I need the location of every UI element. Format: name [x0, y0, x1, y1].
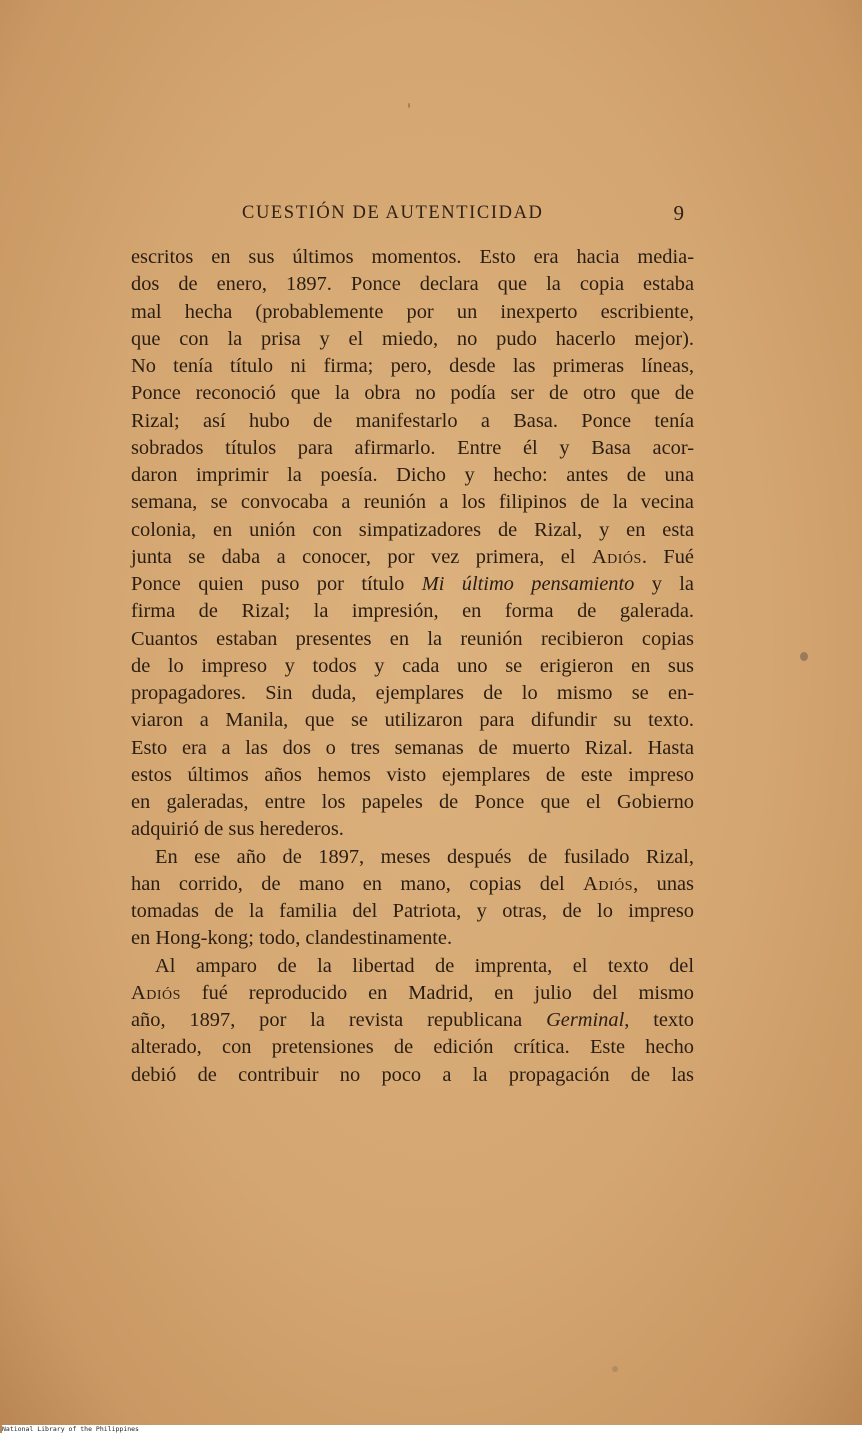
text-line: sobrados títulos para afirmarlo. Entre él y Basa acor- [131, 436, 694, 459]
text-line: en galeradas, entre los papeles de Ponce que el Gobierno [131, 791, 694, 813]
text-line: Cuantos estaban presentes en la reunión recibieron copias [131, 627, 694, 650]
text-line: firma de Rizal; la impresión, en forma de galerada. [131, 600, 694, 623]
text-line: de lo impreso y todos y cada uno se erigieron en sus [131, 654, 694, 677]
text-line: alterado, con pretensiones de edición crítica. Este hecho [131, 1036, 694, 1059]
text-line-with-title [131, 571, 694, 598]
text-line: colonia, en unión con simpatizadores de Rizal, y en esta [131, 518, 694, 541]
text-line: escritos en sus últimos momentos. Esto era hacia media- [131, 246, 694, 268]
paragraph-1 [131, 244, 694, 844]
text-line: semana, se convocaba a reunión a los filipinos de la vecina [131, 491, 694, 514]
page-number: 9 [673, 201, 684, 225]
text-fragment: han corrido, de mano en mano, copias del [131, 872, 565, 895]
text-line: estos últimos años hemos visto ejemplares de este impreso [131, 763, 694, 786]
body-text [131, 244, 694, 1089]
text-line: Rizal; así hubo de manifestarlo a Basa. Ponce tenía [131, 409, 694, 432]
text-line-with-adios [131, 871, 694, 898]
paper-speck [612, 1366, 618, 1372]
text-line: en Hong-kong; todo, clandestinamente. [131, 927, 453, 950]
text-fragment: , unas [633, 872, 694, 895]
text-line: Ponce reconoció que la obra no podía ser de otro que de [131, 382, 694, 405]
poem-title: Mi último pensamiento [421, 573, 635, 595]
footer-credit: National Library of the Philippines [2, 1425, 862, 1433]
text-line: Al amparo de la libertad de imprenta, el texto del [155, 954, 694, 977]
text-line: daron imprimir la poesía. Dicho y hecho: antes de una [131, 464, 694, 486]
text-line: que con la prisa y el miedo, no pudo hacerlo mejor). [131, 327, 694, 350]
text-fragment: . Fué [641, 545, 694, 568]
text-line: En ese año de 1897, meses después de fusilado Rizal, [155, 845, 694, 868]
text-line-with-adios [131, 980, 694, 1007]
paragraph-2 [131, 844, 694, 953]
text-fragment: , texto [624, 1009, 695, 1031]
text-line: Esto era a las dos o tres semanas de muerto Rizal. Hasta [131, 736, 694, 759]
text-fragment: junta se daba a conocer, por vez primera, el [131, 545, 576, 568]
text-fragment: año, 1897, por la revista republicana [131, 1009, 523, 1031]
adios-title: Adiós [131, 981, 181, 1004]
text-line: dos de enero, 1897. Ponce declara que la copia estaba [131, 273, 694, 296]
text-line: propagadores. Sin duda, ejemplares de lo mismo se en- [131, 682, 694, 704]
text-line: No tenía título ni firma; pero, desde las primeras líneas, [131, 355, 694, 377]
adios-title: Adiós [591, 545, 642, 568]
running-head: CUESTIÓN DE AUTENTICIDAD [242, 203, 544, 223]
adios-title: Adiós [583, 872, 634, 895]
text-fragment: fué reproducido en Madrid, en julio del mismo [201, 981, 694, 1004]
text-line: tomadas de la familia del Patriota, y otras, de lo impreso [131, 900, 694, 922]
text-line-with-journal [131, 1007, 694, 1034]
text-line: viaron a Manila, que se utilizaron para difundir su texto. [131, 709, 694, 732]
text-line-with-adios [131, 544, 694, 571]
text-line: debió de contribuir no poco a la propagación de las [131, 1063, 694, 1086]
text-fragment: y la [651, 573, 694, 595]
paper-speck [408, 103, 410, 108]
paper-speck [800, 652, 808, 661]
page-header [130, 203, 690, 233]
journal-title: Germinal [546, 1009, 625, 1031]
text-line: mal hecha (probablemente por un inexperto escribiente, [131, 300, 694, 323]
paragraph-3 [131, 953, 694, 1089]
text-fragment: Ponce quien puso por título [131, 573, 405, 595]
text-line: adquirió de sus herederos. [131, 818, 344, 841]
